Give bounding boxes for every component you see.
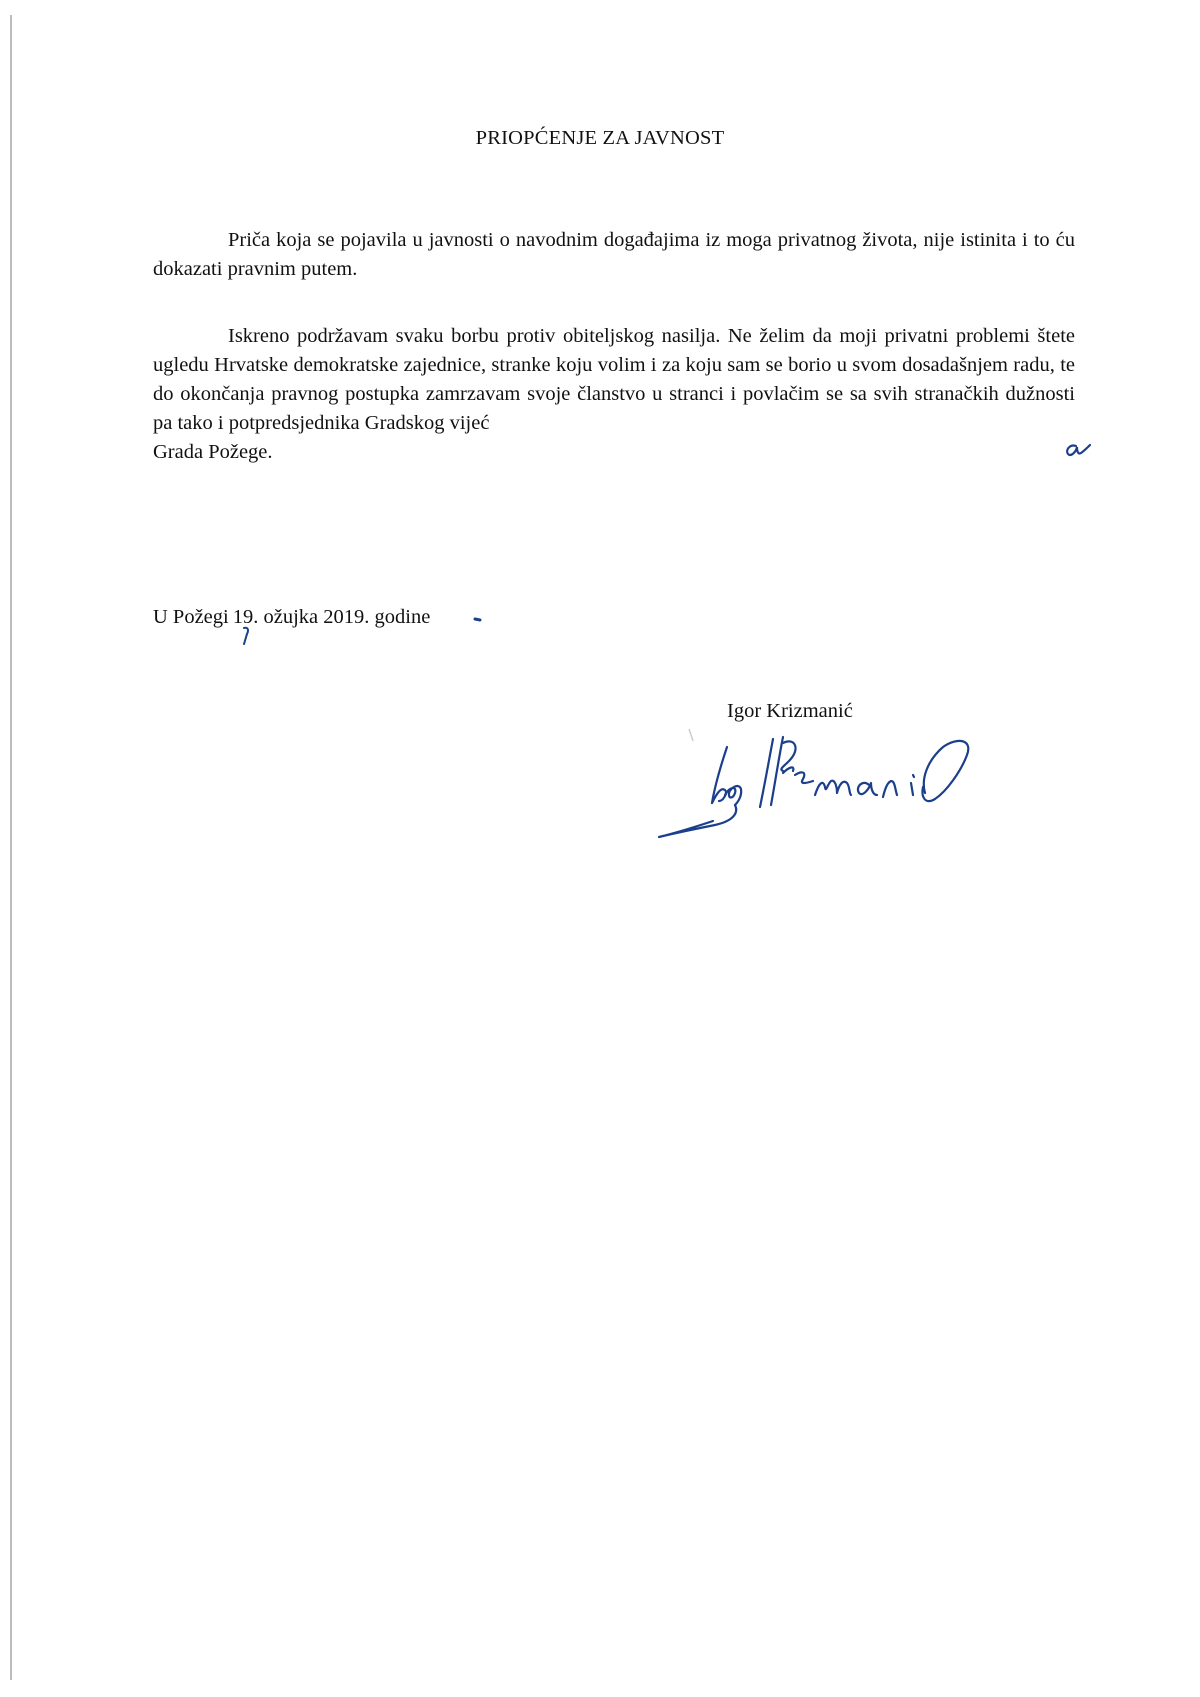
handwritten-letter-a	[1062, 438, 1092, 460]
paragraph-2-text: Iskreno podržavam svaku borbu protiv obiteljskog nasilja. Ne želim da moji privatni problemi štete ugledu Hrvatske demokratske zajednice, stranke koju volim i za koju sam se borio u svom dosadašnjem radu, te do okončanja pravnog postupka zamrzavam svoje članstvo u stranci i povlačim se sa svih stranačkih dužnosti pa tako i potpredsjednika Gradskog vijeć	[153, 325, 1075, 434]
document-title: PRIOPĆENJE ZA JAVNOST	[475, 127, 725, 149]
place-date	[153, 606, 430, 629]
paragraph-1	[153, 226, 1075, 284]
signer-name: Igor Krizmanić	[727, 700, 853, 722]
date: 19. ožujka 2019. godine	[232, 606, 431, 628]
handwritten-period	[473, 615, 483, 623]
paragraph-2-final-line: Grada Požege.	[153, 441, 273, 463]
place: U Požegi	[153, 606, 229, 628]
handwritten-comma	[241, 624, 253, 646]
handwritten-signature	[655, 735, 1015, 840]
paragraph-2	[153, 322, 1075, 467]
scan-edge-line	[10, 15, 12, 1680]
paragraph-1-text: Priča koja se pojavila u javnosti o navodnim događajima iz moga privatnog života, nije istinita i to ću dokazati pravnim putem.	[153, 229, 1075, 280]
